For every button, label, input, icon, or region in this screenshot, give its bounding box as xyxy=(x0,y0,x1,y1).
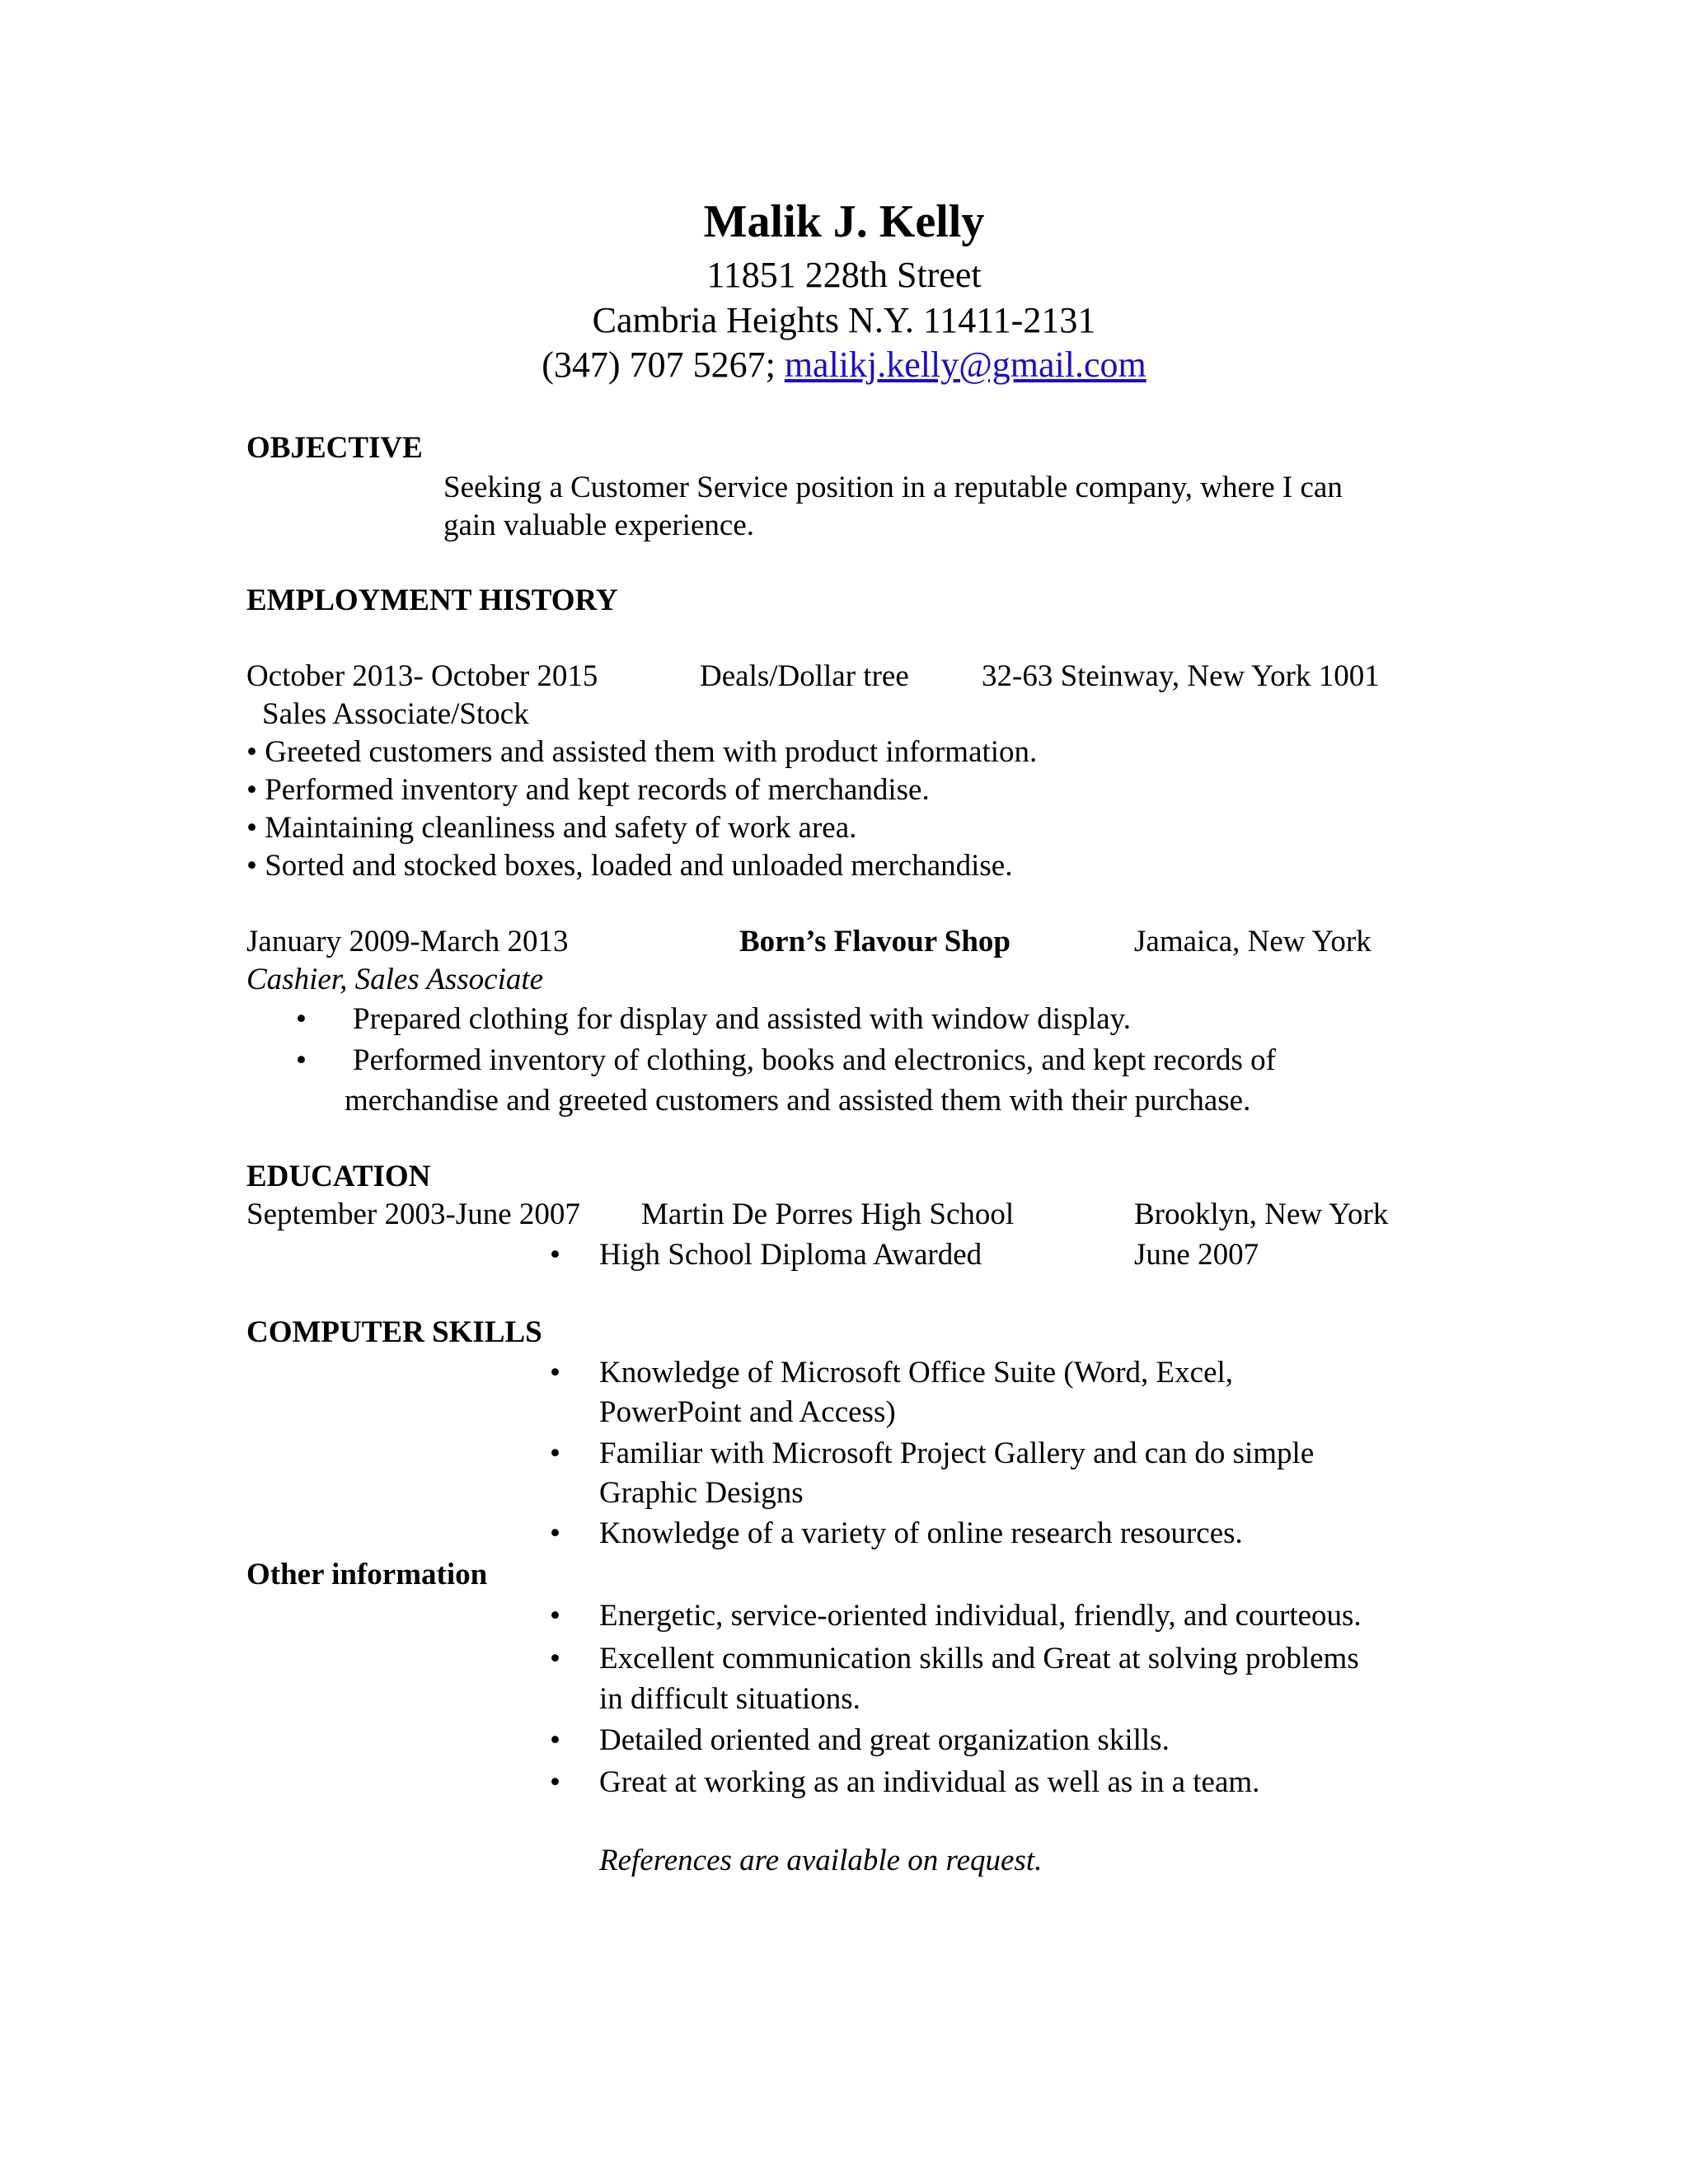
job1-dates: October 2013- October 2015 xyxy=(246,659,598,693)
job1-duty: • Sorted and stocked boxes, loaded and unloaded merchandise. xyxy=(246,849,1013,883)
job2-company: Born’s Flavour Shop xyxy=(739,925,1010,958)
bullet-icon: • xyxy=(550,1516,560,1550)
education-school: Martin De Porres High School xyxy=(641,1197,1015,1231)
references-note: References are available on request. xyxy=(599,1844,1043,1877)
phone-number: (347) 707 5267; xyxy=(542,344,785,385)
bullet-icon: • xyxy=(550,1238,560,1272)
education-location: Brooklyn, New York xyxy=(1134,1197,1389,1231)
job2-duty-1: Prepared clothing for display and assisted with window display. xyxy=(353,1002,1132,1036)
education-award: High School Diploma Awarded xyxy=(599,1238,982,1272)
job1-duty: • Greeted customers and assisted them with product information. xyxy=(246,735,1038,769)
education-award-date: June 2007 xyxy=(1134,1238,1259,1272)
skill-2-line-2: Graphic Designs xyxy=(599,1476,804,1510)
bullet-icon: • xyxy=(550,1356,560,1390)
bullet-icon: • xyxy=(550,1642,560,1675)
job1-title: Sales Associate/Stock xyxy=(262,697,529,731)
job1-company: Deals/Dollar tree xyxy=(700,659,909,693)
objective-line-2: gain valuable experience. xyxy=(443,509,754,542)
other-item-1: Energetic, service-oriented individual, friendly, and courteous. xyxy=(599,1599,1362,1633)
other-item-4: Great at working as an individual as well as in a team. xyxy=(599,1765,1260,1799)
job2-dates: January 2009-March 2013 xyxy=(246,925,569,958)
job2-duty-2-line-1: Performed inventory of clothing, books and electronics, and kept records of xyxy=(353,1043,1276,1077)
job1-duty: • Maintaining cleanliness and safety of work area. xyxy=(246,811,857,845)
email-link[interactable]: malikj.kelly@gmail.com xyxy=(784,344,1146,385)
employment-heading: EMPLOYMENT HISTORY xyxy=(246,583,618,617)
skill-3: Knowledge of a variety of online research resources. xyxy=(599,1516,1243,1550)
skill-1-line-1: Knowledge of Microsoft Office Suite (Word, Excel, xyxy=(599,1356,1234,1390)
skills-heading: COMPUTER SKILLS xyxy=(246,1315,542,1349)
bullet-icon: • xyxy=(550,1599,560,1633)
other-heading: Other information xyxy=(246,1558,488,1591)
bullet-icon: • xyxy=(550,1723,560,1757)
city-address: Cambria Heights N.Y. 11411-2131 xyxy=(592,300,1096,340)
candidate-name: Malik J. Kelly xyxy=(703,196,985,247)
job1-duty: • Performed inventory and kept records of merchandise. xyxy=(246,773,930,807)
bullet-icon: • xyxy=(550,1436,560,1470)
contact-line xyxy=(0,343,1688,387)
education-dates: September 2003-June 2007 xyxy=(246,1197,580,1231)
skill-1-line-2: PowerPoint and Access) xyxy=(599,1395,896,1429)
street-address: 11851 228th Street xyxy=(706,255,982,295)
job1-location: 32-63 Steinway, New York 1001 xyxy=(982,659,1380,693)
other-item-2-line-1: Excellent communication skills and Great at solving problems xyxy=(599,1642,1359,1675)
other-item-2-line-2: in difficult situations. xyxy=(599,1682,860,1716)
objective-heading: OBJECTIVE xyxy=(246,431,423,465)
skill-2-line-1: Familiar with Microsoft Project Gallery and can do simple xyxy=(599,1436,1315,1470)
objective-line-1: Seeking a Customer Service position in a reputable company, where I can xyxy=(443,471,1343,504)
bullet-icon: • xyxy=(550,1765,560,1799)
bullet-icon: • xyxy=(296,1043,307,1077)
other-item-3: Detailed oriented and great organization skills. xyxy=(599,1723,1170,1757)
bullet-icon: • xyxy=(296,1002,307,1036)
job2-title: Cashier, Sales Associate xyxy=(246,963,544,996)
job2-location: Jamaica, New York xyxy=(1134,925,1372,958)
education-heading: EDUCATION xyxy=(246,1160,431,1193)
job2-duty-2-line-2: merchandise and greeted customers and assisted them with their purchase. xyxy=(345,1084,1251,1118)
